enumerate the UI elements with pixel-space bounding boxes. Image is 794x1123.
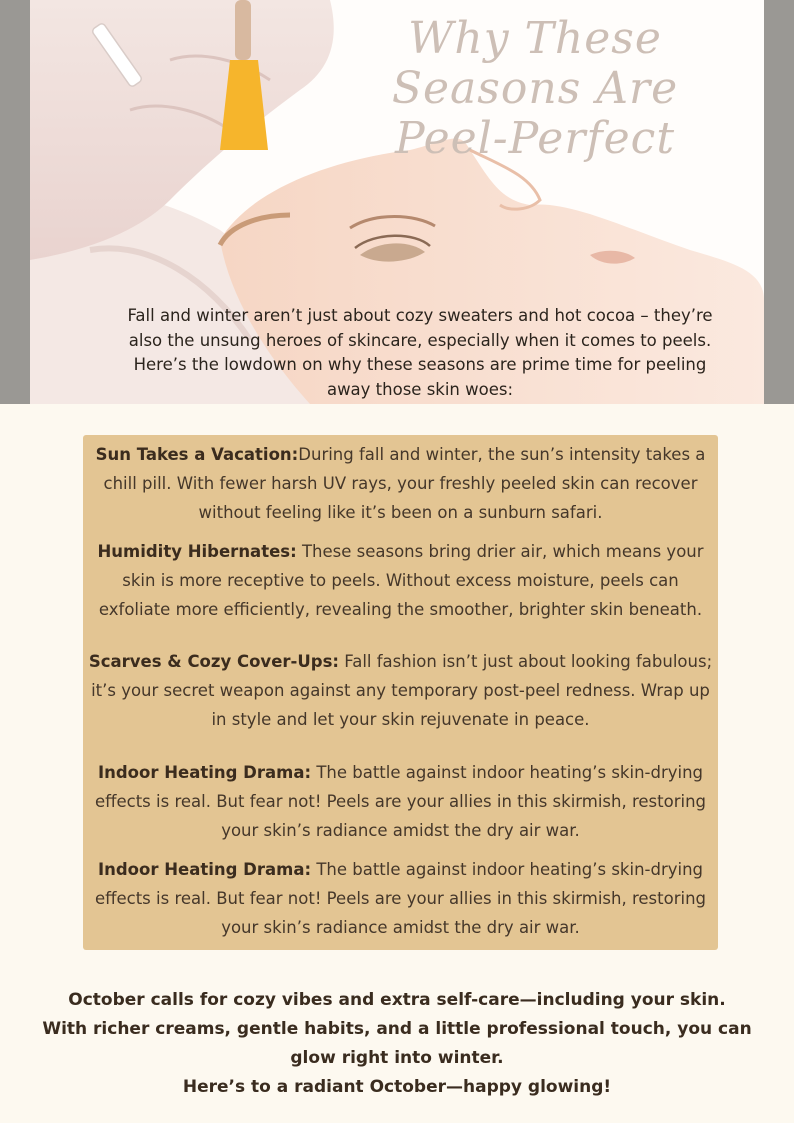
tip-body: Fall fashion isn’t just about looking fabulous; it’s your secret weapon against any temporary post-peel redness. Wrap up in style and let your skin rejuvenate in peace. [91,652,713,729]
tip-heading: Scarves & Cozy Cover-Ups: [88,652,339,671]
closing-line-1: October calls for cozy vibes and extra self-care—including your skin. [68,990,726,1010]
tip-scarves [88,647,713,734]
tip-humidity [88,537,713,624]
hero-title-line-2: Peel-Perfect [395,113,675,164]
closing-line-3: Here’s to a radiant October—happy glowing! [182,1077,612,1097]
tip-heading: Sun Takes a Vacation: [95,445,299,464]
closing-message [20,986,774,1102]
hero-title-line-1: Why These Seasons Are [391,13,679,114]
tip-body: These seasons bring drier air, which means your skin is more receptive to peels. Without excess moisture, peels can exfoliate more efficiently, revealing the smoother, brighter skin beneath. [98,542,704,619]
tip-indoor-heating-repeat [88,855,713,942]
tip-body: The battle against indoor heating’s skin-drying effects is real. But fear not! Peels are your allies in this skirmish, restoring your skin’s radiance amidst the dry air war. [94,763,707,840]
tip-heading: Indoor Heating Drama: [97,763,312,782]
closing-line-2: With richer creams, gentle habits, and a little professional touch, you can glow right into winter. [42,1019,752,1068]
tip-heading: Humidity Hibernates: [97,542,297,561]
tip-heading: Indoor Heating Drama: [97,860,312,879]
tip-sun-vacation [88,440,713,527]
brush-handle [235,0,251,60]
tip-indoor-heating [88,758,713,845]
tip-body: The battle against indoor heating’s skin-drying effects is real. But fear not! Peels are your allies in this skirmish, restoring your skin’s radiance amidst the dry air war. [94,860,707,937]
intro-paragraph: Fall and winter aren’t just about cozy sweaters and hot cocoa – they’re also the unsung heroes of skincare, especially when it comes to peels. Here’s the lowdown on why these seasons are prime time for peeling away those skin woes: [127,306,713,399]
tip-body: During fall and winter, the sun’s intensity takes a chill pill. With fewer harsh UV rays, your freshly peeled skin can recover without feeling like it’s been on a sunburn safari. [103,445,706,522]
hero-script-title [330,14,740,164]
tips-box [83,435,718,950]
